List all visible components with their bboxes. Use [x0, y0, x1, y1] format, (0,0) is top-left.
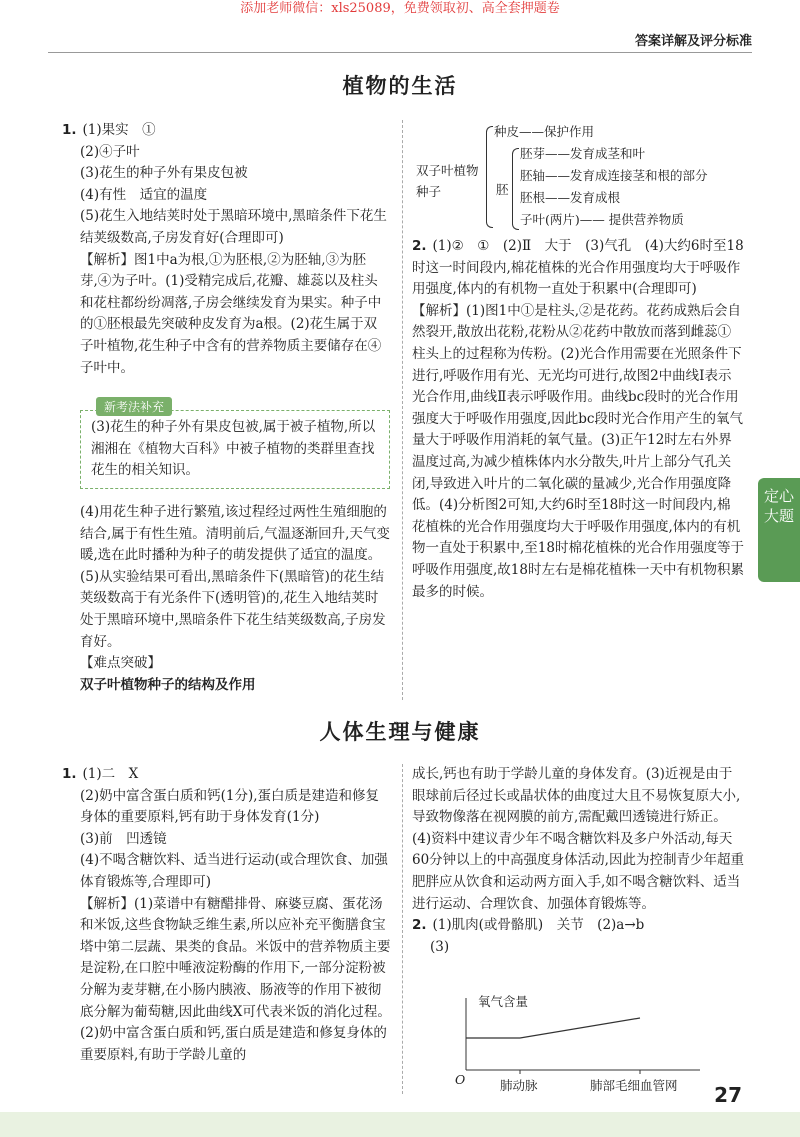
- diagram-part: 胚芽——发育成茎和叶: [520, 146, 646, 161]
- answer-line: (3)前 凹透镜: [80, 830, 167, 847]
- oxygen-curve: [466, 1018, 640, 1038]
- page-header: 答案详解及评分标准: [634, 34, 752, 49]
- answer-line: (2)④子叶: [80, 143, 140, 160]
- analysis-paragraph: 【解析】图1中a为根,①为胚根,②为胚轴,③为胚芽,④为子叶。(1)受精完成后,花瓣、雄蕊以及柱头和花柱都纷纷凋落,子房会继续发育为果实。种子中的①胚根最先突破种皮发育为a根。(2)花生属于双子叶植物,花生种子中含有的营养物质主要储存在④子叶中。: [80, 251, 382, 376]
- new-method-note: (3)花生的种子外有果皮包被,属于被子植物,所以湘湘在《植物大百科》中被子植物的类群里查找花生的相关知识。: [80, 410, 390, 489]
- diagram-part: 子叶(两片)—— 提供营养物质: [520, 212, 684, 227]
- section1-left-column-2: [80, 502, 390, 696]
- graph-y-label: 氧气含量: [478, 994, 529, 1009]
- section-title-plant: 植物的生活: [342, 74, 458, 98]
- answer-line: 2. (1)② ① (2)Ⅱ 大于 (3)气孔 (4)大约6时至18时这一时间段内,棉花植株的光合作用强度均大于呼吸作用强度,体内的有机物一直处于积累中(合理即可): [412, 238, 744, 298]
- answer-line: 2. (1)肌肉(或骨骼肌) 关节 (2)a→b: [412, 917, 645, 934]
- graph-x-label-1: 肺动脉: [500, 1078, 538, 1093]
- bottom-band: [0, 1112, 800, 1137]
- section-title-human: 人体生理与健康: [319, 720, 481, 744]
- question-number: 2.: [412, 917, 427, 934]
- diagram-embryo: 胚: [496, 182, 509, 197]
- diagram-root: 双子叶植物种子: [416, 163, 479, 199]
- answer-line: 1. (1)果实 ①: [62, 122, 156, 138]
- diagram-part: 胚轴——发育成连接茎和根的部分: [520, 168, 708, 183]
- header-rule: [48, 52, 752, 53]
- graph-x-label-2: 肺部毛细血管网: [590, 1078, 678, 1093]
- answer-line: (3): [430, 938, 450, 955]
- diagram-brace: [512, 148, 519, 230]
- question-number: 2.: [412, 238, 427, 254]
- graph-origin: O: [455, 1072, 466, 1087]
- diagram-brace: [486, 126, 493, 228]
- answer-line: (5)花生入地结荚时处于黑暗环境中,黑暗条件下花生结荚级数高,子房发育好(合理即可): [80, 208, 387, 246]
- diagram-part: 胚根——发育成根: [520, 190, 621, 205]
- question-number: 1.: [62, 766, 77, 782]
- analysis-paragraph: 【解析】(1)菜谱中有糖醋排骨、麻婆豆腐、蛋花汤和米饭,这些食物缺乏维生素,所以应补充平衡膳食宝塔中第二层蔬、果类的食品。米饭中的营养物质主要是淀粉,在口腔中唾液淀粉酶的作用下,一部分淀粉被分解为麦芽糖,在小肠内胰液、肠液等的作用下被彻底分解为葡萄糖,因此曲线X可代表米饭的消化过程。(2)奶中富含蛋白质和钙,蛋白质是建造和修复身体的重要原料,有助于学龄儿童的: [80, 895, 391, 1063]
- diagram-seed-coat: 种皮——保护作用: [494, 124, 595, 139]
- question-number: 1.: [62, 122, 77, 138]
- page-number: 27: [714, 1083, 742, 1107]
- analysis-paragraph: (4)用花生种子进行繁殖,该过程经过两性生殖细胞的结合,属于有性生殖。清明前后,气温逐渐回升,天气变暖,选在此时播种为种子的萌发提供了适宜的温度。(5)从实验结果可看出,黑暗条件下(黑暗管)的花生结荚级数高于有光条件下(透明管)的,花生入地结荚时处于黑暗环境中,黑暗条件下花生结荚级数高,子房发育好。: [80, 504, 390, 650]
- section2-left-column: [62, 764, 392, 1066]
- section1-right-column: [412, 236, 744, 603]
- difficulty-title: 双子叶植物种子的结构及作用: [80, 676, 256, 693]
- side-tab: 定心大题: [758, 478, 800, 582]
- new-method-tag: 新考法补充: [96, 397, 172, 416]
- answer-line: (3)花生的种子外有果皮包被: [80, 165, 248, 182]
- answer-line: 1. (1)二 X: [62, 766, 139, 782]
- analysis-paragraph: 成长,钙也有助于学龄儿童的身体发育。(3)近视是由于眼球前后径过长或晶状体的曲度过大且不易恢复原大小,导致物像落在视网膜的前方,需配戴凹透镜进行矫正。(4)资料中建议青少年不喝含糖饮料及多户外活动,每天60分钟以上的中高强度身体活动,因此为控制青少年超重肥胖应从饮食和运动两方面入手,如不喝含糖饮料、适当进行运动、合理饮食、加强体育锻炼等。: [412, 766, 744, 912]
- section1-left-column: [62, 120, 390, 379]
- column-divider: [402, 764, 403, 1094]
- column-divider: [402, 120, 403, 700]
- analysis-paragraph: 【解析】(1)图1中①是柱头,②是花药。花药成熟后会自然裂开,散放出花粉,花粉从②花药中散放而落到雌蕊①柱头上的过程称为传粉。(2)光合作用需要在光照条件下进行,呼吸作用有光、无光均可进行,故图2中曲线Ⅰ表示光合作用,曲线Ⅱ表示呼吸作用。曲线bc段时的光合作用强度大于呼吸作用强度,因此bc段时光合作用产生的氧气量大于呼吸作用消耗的氧气量。(3)正午12时左右外界温度过高,为减少植株体内水分散失,叶片上部分气孔关闭,导致进入叶片的二氧化碳的量减少,光合作用强度降低。(4)分析图2可知,大约6时至18时这一时间段内,棉花植株的光合作用强度均大于呼吸作用强度,体内的有机物一直处于积累中,至18时棉花植株的光合作用强度等于呼吸作用强度,故18时左右是棉花植株一天中有机物积累最多的时候。: [412, 302, 744, 600]
- answer-line: (2)奶中富含蛋白质和钙(1分),蛋白质是建造和修复身体的重要原料,钙有助于身体发育(1分): [80, 787, 380, 826]
- watermark: 添加老师微信：xls25089，免费领取初、高全套押题卷: [240, 1, 560, 16]
- answer-line: (4)有性 适宜的温度: [80, 186, 208, 203]
- section2-right-column: [412, 764, 744, 958]
- difficulty-label: 【难点突破】: [80, 655, 161, 672]
- answer-line: (4)不喝含糖饮料、适当进行运动(或合理饮食、加强体育锻炼等,合理即可): [80, 852, 388, 890]
